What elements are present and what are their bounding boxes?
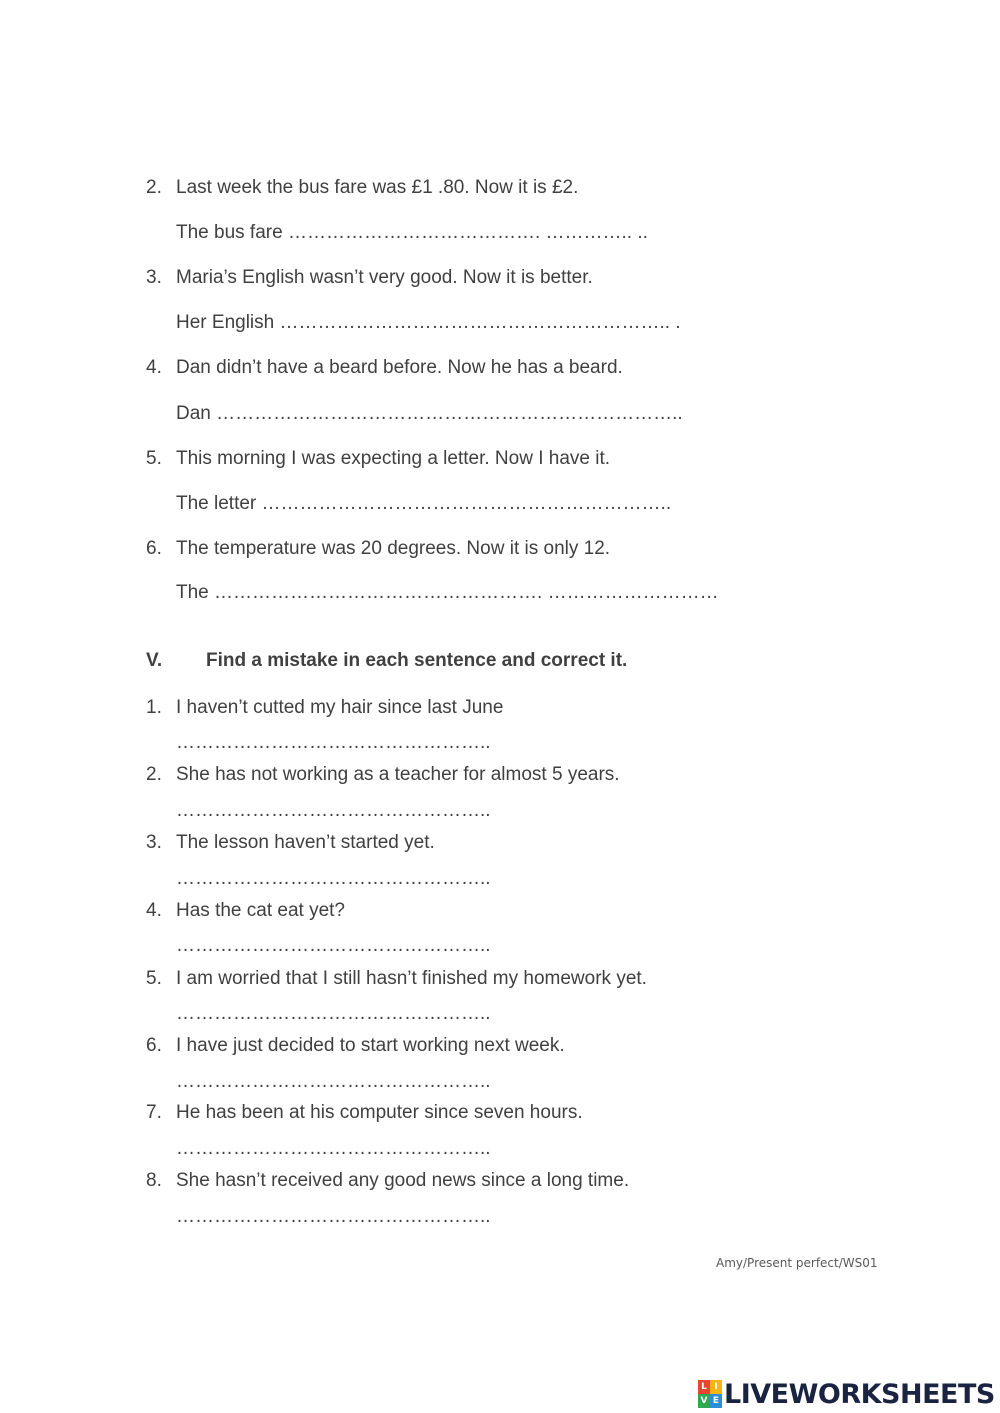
liveworksheets-logo	[698, 1378, 995, 1410]
item-number: 6.	[146, 1035, 162, 1056]
v-answer-5[interactable]: …………………………………………..	[176, 1003, 491, 1024]
item-number: 7.	[146, 1102, 162, 1123]
item-sentence: Dan didn’t have a beard before. Now he has a beard.	[176, 357, 623, 378]
item-number: 2.	[146, 177, 162, 198]
item-number: 6.	[146, 538, 162, 559]
item-number: 3.	[146, 267, 162, 288]
logo-mark-tile: L	[698, 1380, 710, 1394]
v-answer-3[interactable]: …………………………………………..	[176, 868, 491, 889]
item-number: 1.	[146, 697, 162, 718]
iv-answer-6[interactable]: The ……………………………………………. ………………………	[176, 582, 719, 603]
v-answer-6[interactable]: …………………………………………..	[176, 1071, 491, 1092]
item-sentence: This morning I was expecting a letter. Now I have it.	[176, 448, 611, 469]
item-sentence: The temperature was 20 degrees. Now it is only 12.	[176, 538, 611, 559]
v-answer-2[interactable]: …………………………………………..	[176, 800, 491, 821]
item-sentence: I haven’t cutted my hair since last June	[176, 697, 504, 718]
iv-answer-5[interactable]: The letter ………………………………………………………..	[176, 493, 672, 514]
item-number: 4.	[146, 357, 162, 378]
v-answer-8[interactable]: …………………………………………..	[176, 1206, 491, 1227]
v-answer-4[interactable]: …………………………………………..	[176, 935, 491, 956]
item-number: 4.	[146, 900, 162, 921]
item-number: 5.	[146, 968, 162, 989]
footer-note: Amy/Present perfect/WS01	[716, 1256, 878, 1270]
logo-mark-tile: I	[710, 1380, 722, 1394]
item-sentence: He has been at his computer since seven hours.	[176, 1102, 583, 1123]
v-answer-1[interactable]: …………………………………………..	[176, 732, 491, 753]
item-sentence: The lesson haven’t started yet.	[176, 832, 435, 853]
item-number: 8.	[146, 1170, 162, 1191]
item-number: 2.	[146, 764, 162, 785]
item-sentence: I have just decided to start working next week.	[176, 1035, 565, 1056]
item-sentence: She has not working as a teacher for almost 5 years.	[176, 764, 620, 785]
item-sentence: Last week the bus fare was £1 .80. Now it is £2.	[176, 177, 579, 198]
v-answer-7[interactable]: …………………………………………..	[176, 1138, 491, 1159]
item-sentence: She hasn’t received any good news since a long time.	[176, 1170, 630, 1191]
iv-answer-2[interactable]: The bus fare …………………………………. ………….. ..	[176, 222, 648, 243]
section-numeral: V.	[146, 650, 163, 671]
iv-answer-3[interactable]: Her English …………………………………………………….. .	[176, 312, 681, 333]
item-number: 3.	[146, 832, 162, 853]
iv-answer-4[interactable]: Dan ………………………………………………………………..	[176, 403, 683, 424]
item-sentence: I am worried that I still hasn’t finished my homework yet.	[176, 968, 647, 989]
item-number: 5.	[146, 448, 162, 469]
logo-mark-icon	[698, 1380, 722, 1408]
logo-mark-tile: V	[698, 1394, 710, 1408]
logo-wordmark: LIVEWORKSHEETS	[724, 1378, 995, 1410]
item-sentence: Has the cat eat yet?	[176, 900, 345, 921]
section-title: Find a mistake in each sentence and correct it.	[206, 650, 628, 671]
item-sentence: Maria’s English wasn’t very good. Now it is better.	[176, 267, 593, 288]
logo-mark-tile: E	[710, 1394, 722, 1408]
